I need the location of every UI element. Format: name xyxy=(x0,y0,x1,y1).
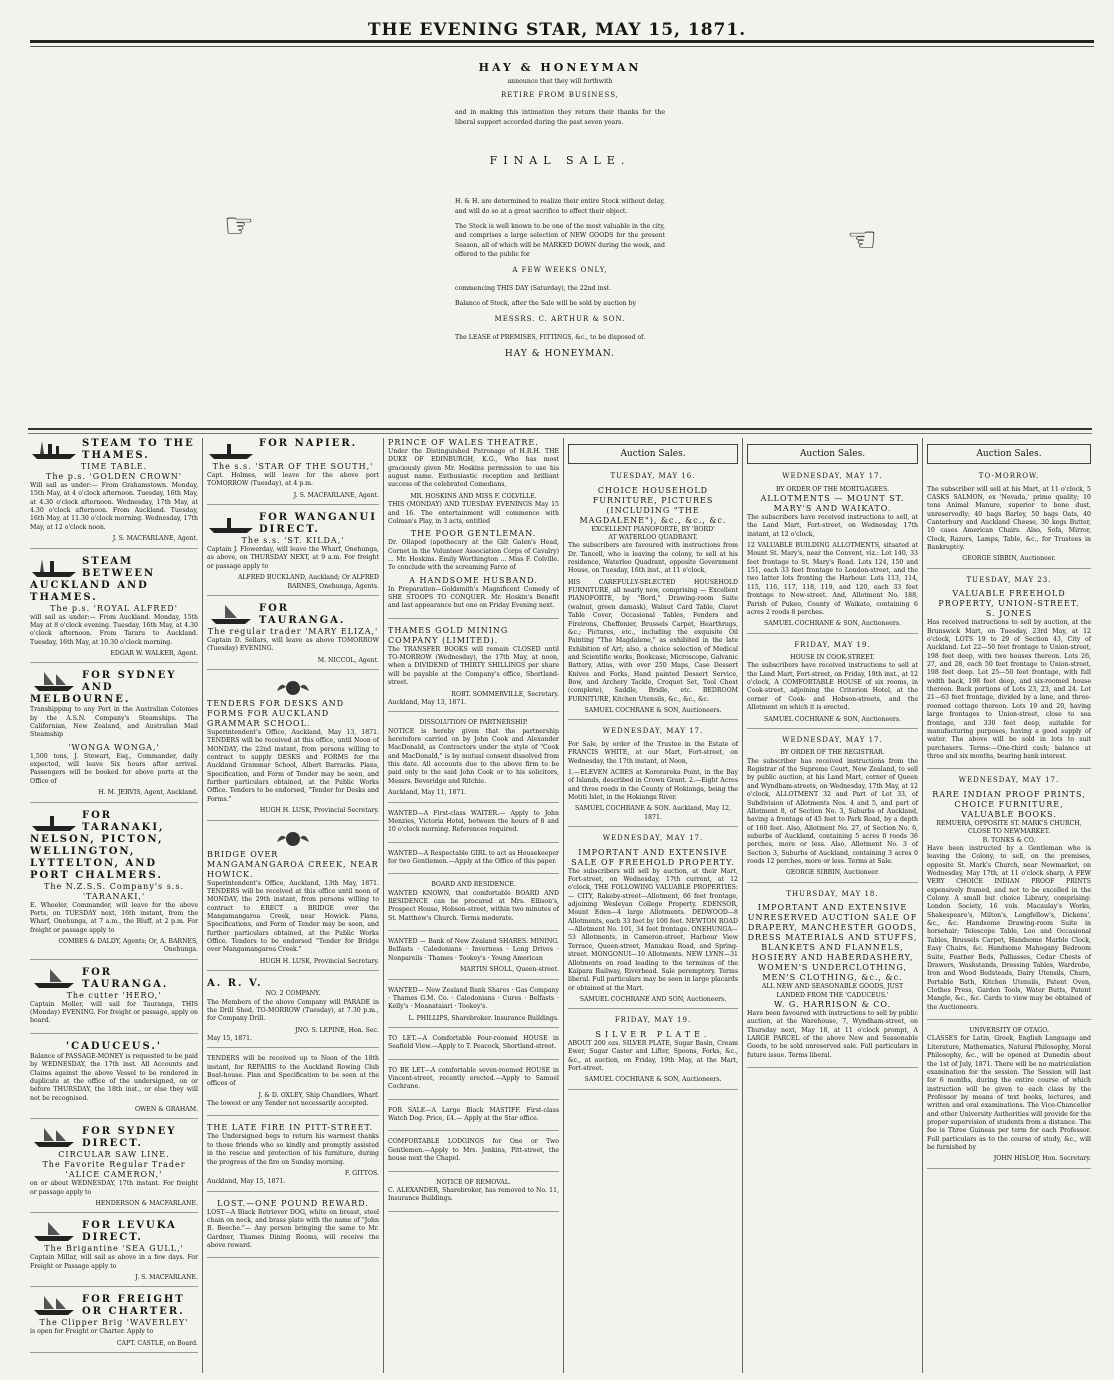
column-5 xyxy=(743,438,922,1373)
sailing-ship-icon xyxy=(30,1126,78,1148)
ad-arv: A. R. V. NO. 2 COMPANY. The Members of the above Company will PARADE in the Drill Shed, TO-MORROW (Tuesday), at 7.30 p.m., for Company Drill. JNO. S. LEPINE, Hon. Sec. May 15, 1871. xyxy=(207,978,379,1048)
hh-final-sale: FINAL SALE. xyxy=(489,153,631,167)
auction-union-street: TUESDAY, MAY 23. VALUABLE FREEHOLD PROPERTY, UNION-STREET. S. JONES Has received instructions to sell by auction, at the Brunswick Mart, on Tuesday, 23rd May, at 12 o'clock, LOTS 19 to 29 of Section 43, City of Auckland. Lot 22—50 feet frontage to Union-street, 198 feet deep, with two houses thereon. Lots 26, 27, and 28, each 50 feet frontage to Union-street, 198 feet deep. Lot 25—50 feet frontage, with full width back, 198 feet deep, and six-roomed house thereon. Back portions of Lots 23, 23, and 24. Lot 21—63 feet frontage, divided by a lane, and three-roomed cottage thereon. Lots 19 and 20, having large frontages to Union-street, close to sea frontage, and 330 feet deep, suitable for manufacturing purposes, having a good supply of water. The above will be sold in lots to suit purchasers. Terms:—One-third cash; balance at three and six months, bearing bank interest. xyxy=(927,576,1091,770)
ad-wanted-girl: WANTED—A Respectable GIRL to act as Housekeeper for two Gentlemen.—Apply at the Office of this paper. xyxy=(388,850,559,875)
auction-sales-header: Auction Sales. xyxy=(568,444,738,464)
ad-steam-between: STEAM BETWEEN AUCKLAND AND THAMES. The p.s. 'ROYAL ALFRED' will sail as under:— From Auckland. Monday, 15th May at 8 o'clock evening. Tuesday, 16th May, at 4.30 o'clock afternoon. From Tararu to Auckland. Tuesday, 16th May, at 10.30 o'clock morning. EDGAR W. WALKER, Agent. xyxy=(30,556,198,664)
column-6 xyxy=(923,438,1095,1373)
ad-freight-charter: FOR FREIGHT OR CHARTER. The Clipper Brig 'WAVERLEY' is open for Freight or Charter. Apply to CAPT. CASTLE, on Board. xyxy=(30,1294,198,1353)
ad-napier: FOR NAPIER. The s.s. 'STAR OF THE SOUTH,' Capt. Holmes, will leave for the above port TOMORROW (Tuesday), at 4 p.m. J. S. MACFARLANE, Agent. xyxy=(207,438,379,505)
section-divider-thin xyxy=(28,433,1092,434)
auction-indian-prints: WEDNESDAY, MAY 17. RARE INDIAN PROOF PRINTS, CHOICE FURNITURE, VALUABLE BOOKS. REMUERA, OPPOSITE ST. MARK'S CHURCH, CLOSE TO NEWMARKET. B. TONKS & CO. Have been instructed by a Gentleman who is leaving the Colony, to sell, on the premises, opposite St. Mark's Church, near Newmarket, on Wednesday, May 17th, at 11 o'clock sharp, A FEW VERY CHOICE INDIAN PROOF PRINTS expensively framed, and not to be excelled in the Colony. A small but choice Library, comprising: London Society, 16 vols. Macaulay's Works, Shakespeare's, Milton's, Longfellow's, Dickens', &c., &c. Handsome Drawing-room Suite in horsehair; Telescope Table, Loo and Occasional Tables, Brussels Carpet, Handsome Marble Clock, Easy Chairs, &c. Handsome Mahogany Bedroom Suite, Feather Beds, Palliasses, Cedar Chests of Drawers, Washstands, Dressing Tables, Wardrobe, Iron and Wood Bedsteads, Dairy Utensils, Churn, Portable Bath, Kitchen Utensils, Patent Oven, Clothes Press, Garden Tools, Water Butts, Patent Mangle, &c., &c. Cards to view may be obtained of the Auctioneers. xyxy=(927,776,1091,1020)
ad-wanganui: FOR WANGANUI DIRECT. The s.s. 'ST. KILDA,' Captain J. Flowerday, will leave the Wharf, Onehunga, as above, on THURSDAY NEXT, at 9 a.m. For freight or passage apply to ALFRED BUCKLAND, Auckland; Or ALFRED BARNES, Onehunga, Agents. xyxy=(207,512,379,596)
ad-wanted-bank-shares: WANTED— New Zealand Bank Shares · Gas Company · Thames G.M. Co. · Caledonians · Cures · Belfasts · Kelly's · Moanataiari · Tookey's. L. PHILLIPS, Sharebroker. Insurance Buildings. xyxy=(388,987,559,1028)
auction-drapery: THURSDAY, MAY 18. IMPORTANT AND EXTENSIVE UNRESERVED AUCTION SALE OF DRAPERY, MANCHESTER GOODS, DRESS MATERIALS AND STUFFS, BLANKETS AND FLANNELS, HOSIERY AND HABERDASHERY, WOMEN'S UNDERCLOTHING, MEN'S CLOTHING, &c., &c. ALL NEW AND SEASONABLE GOODS, JUST LANDED FROM THE 'CADUCEUS.' W. G. HARRISON & CO. Have been favoured with instructions to sell by public auction, at the Warehouse, 7, Wyndham-street, on Thursday next, May 18, at 11 o'clock prompt, A LARGE PARCEL of the above New and Seasonable Goods, to be sold unreserved sale. Full particulars in future issue. Terms liberal. xyxy=(747,890,918,1068)
hh-para4: Balance of Stock, after the Sale will be sold by auction by xyxy=(455,299,637,307)
ad-caduceus: 'CADUCEUS.' Balance of PASSAGE-MONEY is requested to be paid by WEDNESDAY, the 17th inst. All Accounts and Claims against the above Vessel to be rendered in duplicate at the office of the undersigned, on or before THURSDAY, the 18th inst., or else they will not be recognised. OWEN & GRAHAM. xyxy=(30,1041,198,1120)
steamship-icon xyxy=(207,512,255,534)
steamship-icon xyxy=(30,438,78,460)
column-3 xyxy=(384,438,563,1373)
ad-notice-removal: NOTICE OF REMOVAL. C. ALEXANDER, Sharebroker, has removed to No. 11, Insurance Buildings. xyxy=(388,1179,559,1212)
hh-signature: HAY & HONEYMAN. xyxy=(504,349,616,360)
hh-para3: commencing THIS DAY (Saturday), the 22nd inst. xyxy=(455,284,612,292)
ad-board-residence: BOARD AND RESIDENCE. WANTED KNOWN, that comfortable BOARD AND RESIDENCE can be procured at Mrs. Ellison's, Prospect House, Hobson-street, within two minutes of St. Matthew's Church. Terms moderate. xyxy=(388,881,559,931)
hh-line1: announce that they will forthwith xyxy=(507,77,613,85)
ad-lost-reward: LOST.—ONE POUND REWARD. LOST—A Black Retriever DOG, white on breast, steel chain on neck, and brass plate with the name of "John B. Beeche."— Any person bringing the same to Mr. Gardner, Thames Dining Rooms, will receive the above reward. xyxy=(207,1199,379,1259)
ad-tauranga-hero: FOR TAURANGA. The cutter 'HERO,' Captain Moller, will sail for Tauranga, THIS (Monday) EVENING. For freight or passage, apply on board. xyxy=(30,967,198,1034)
pointing-hand-right-icon: ☞ xyxy=(223,206,255,246)
sailing-ship-icon xyxy=(30,967,78,989)
hh-arthur: MESSRS. C. ARTHUR & SON. xyxy=(494,315,626,324)
column-4 xyxy=(564,438,742,1373)
masthead-rule-thin xyxy=(30,46,1094,47)
pointing-hand-left-icon: ☜ xyxy=(846,220,878,260)
auction-cook-street: FRIDAY, MAY 19. HOUSE IN COOK-STREET. The subscribers have received instructions to sell at the Land Mart, Fort-street, on Friday, 19th inst., at 12 o'clock, A COMFORTABLE HOUSE of six rooms, in Cook-street, adjoining the Criterion Hotel, at the corner of Cook- and Hobson-streets, and the Allotment on which it is erected. SAMUEL COCHRANE & SON, Auctioneers. xyxy=(747,641,918,729)
sailing-ship-icon xyxy=(207,603,255,625)
steamship-icon xyxy=(30,810,78,832)
hh-few-weeks: A FEW WEEKS ONLY, xyxy=(512,266,608,275)
ad-dissolution: DISSOLUTION OF PARTNERSHIP. NOTICE is hereby given that the partnership heretofore carried on by John Cook and Alexander MacDonald, as Contractors under the style of "Cook and MacDonald," is by mutual consent dissolved from this date. All accounts due to the above firm to be paid only to the said John Cook or to his solicitors, Messrs. Beveridge and Ritchie. Auckland, May 11, 1871. xyxy=(388,719,559,802)
masthead xyxy=(0,0,1114,56)
column-1 xyxy=(26,438,202,1373)
auction-friday-silver: FRIDAY, MAY 19. SILVER PLATE. ABOUT 200 ozs. SILVER PLATE, Sugar Basin, Cream Ewer, Sugar Caster and Lifter, Spoons, Forks, &c., &c., at auction, on Friday, 19th May, at the Mart, Fort-street. SAMUEL COCHRANE & SON, Auctioneers. xyxy=(568,1016,738,1089)
ad-sydney-direct: FOR SYDNEY DIRECT. CIRCULAR SAW LINE. The Favorite Regular Trader 'ALICE CAMERON,' on or about WEDNESDAY, 17th instant. For freight or passage apply to HENDERSON & MACFARLANE. xyxy=(30,1126,198,1213)
sailing-ship-icon xyxy=(30,670,78,692)
auction-tuesday-furniture: TUESDAY, MAY 16. CHOICE HOUSEHOLD FURNITURE, PICTURES (INCLUDING "THE MAGDALENE"), &c., &c., &c. EXCELLENT PIANOFORTE, BY 'BORD' AT WATERLOO QUADRANT. The subscribers are favoured with instructions from Dr. Tancell, who is leaving the colony, to sell at his residence, Waterloo Quadrant, opposite Government House, on Tuesday, 16th inst., at 11 o'clock, HIS CAREFULLY-SELECTED HOUSEHOLD FURNITURE, all nearly new, comprising — Excellent PIANOFORTE, by "Bord," Drawing-room Suite (walnut, green damask), Walnut Card Table, Claret Table Cover, Occasional Tables, Fenders and Fireirons, Cheffonier, Brussels Carpet, Hearthrugs, &c.; Pictures, etc., including the exquisite Oil Painting "The Magdalene," as exhibited in the late Exhibition of Art; also, a choice selection of Medical and Scientific works, Bookcase, Microscope, Galvanic Battery, Atlas, with over 250 Maps, Case Dessert Knives and Forks, Hand painted Dessert Service, Bow, and Archery Tackle, Croquet Set, Tool Chest (complete), Saddle, Bridle, etc. BEDROOM FURNITURE, Kitchen Utensils, &c., &c., &c. SAMUEL COCHRANE & SON, Auctioneers. xyxy=(568,472,738,720)
sailing-ship-icon xyxy=(30,1294,78,1316)
ad-tenders-boathouse: TENDERS will be received up to Noon of the 18th instant, for REPAIRS to the Auckland Rowing Club Boat-house. Plan and Specification to be seen at the offices of J. & D. OXLEY, Ship Chandlers, Wharf. The lowest or any Tender not necessarily accepted. xyxy=(207,1055,379,1116)
royal-crest-icon xyxy=(273,677,313,697)
column-2 xyxy=(203,438,383,1373)
hh-para2: The Stock is well known to be one of the most valuable in the city, and comprises a large selection of NEW GOODS for the present Season, all of which will be MARKED DOWN during the week, and offered to the public for xyxy=(455,222,665,258)
ad-tenders-desks: TENDERS FOR DESKS AND FORMS FOR AUCKLAND GRAMMAR SCHOOL. Superintendent's Office, Auckland, May 13, 1871. TENDERS will be received at this office, until Noon of MONDAY, the 22nd instant, from persons willing to contract to supply DESKS and FORMS for the Auckland Grammar School, Albert Barracks. Plans, Specification, and Form of Tender may be seen, and further particulars obtained, at the Public Works Office. Tenders to be endorsed, "Tender for Desks and Forms." HUGH H. LUSK, Provincial Secretary. xyxy=(207,677,379,821)
ad-levuka: FOR LEVUKA DIRECT. The Brigantine 'SEA GULL,' Captain Millar, will sail as above in a few days. For Freight or Passage apply to J. S. MACFARLANE. xyxy=(30,1220,198,1287)
ad-wanted-shares: WANTED — Bank of New Zealand SHARES. MINING. Belfasts · Caledonians · Inverness · Long Drives · Nonpareils · Thames · Tookey's · Young American MARTIN SHOLL, Queen-street. xyxy=(388,938,559,979)
ad-steam-thames: STEAM TO THE THAMES. TIME TABLE. The p.s. 'GOLDEN CROWN' Will sail as under:— From Grahamstown. Monday, 15th May, at 4 o'clock afternoon. Tuesday, 16th May, at 4.30 o'clock afternoon. Wednesday, 17th May, at 4.30 o'clock afternoon. From Auckland. Tuesday, 16th May, at 11.30 o'clock morning. Wednesday, 17th May, at 12 o'clock noon. J. S. MACFARLANE, Agent. xyxy=(30,438,198,549)
auction-registrar: WEDNESDAY, MAY 17. BY ORDER OF THE REGISTRAR. The subscriber has received instructions from the Registrar of the Supreme Court, New Zealand, to sell by public auction, at his Land Mart, corner of Queen and Wyndham-streets, on Wednesday, 17th May, at 12 o'clock, ALLOTMENT 32 and Part of Lot 33, of Subdivision of Allotments Nos. 4 and 5, and part of Allotment 8, of Section No. 3, Suburbs of Auckland, having a frontage of 45 feet to Park Road, by a depth of 160 feet. Also, Allotment No. 27, of Section No. 6, suburbs of Auckland, containing 5 acres 0 roods 36 perches, more or less. Also, Allotment No. 3 of Section 3, Suburbs of Auckland, containing 3 acres 0 roods 12 perches, more or less. Terms at Sale. GEORGE SIBBIN, Auctioneer. xyxy=(747,736,918,883)
ad-bridge-mangamangaroa: BRIDGE OVER MANGAMANGAROA CREEK, NEAR HOWICK. Superintendent's Office, Auckland, 13th May, 1871. TENDERS will be received at this office until noon of MONDAY, the 29th instant, from persons willing to contract to ERECT a BRIDGE over the Mangamangaroa Creek, near Howick. Plans, Specifications, and Form of Tender may be seen, and further particulars obtained, at the Public Works Office. Tenders to be endorsed "Tender for Bridge over Mangamangaroa Creek." HUGH H. LUSK, Provincial Secretary. xyxy=(207,828,379,972)
ad-tauranga-mary-eliza: FOR TAURANGA. The regular trader 'MARY ELIZA,' Captain D. Sellars, will leave as above TOMORROW (Tuesday) EVENING. M. NICCOL, Agent. xyxy=(207,603,379,670)
hh-para1: H. & H. are determined to realize their entire Stock without delay, and will do so at a great sacrifice to effect their object. xyxy=(455,198,665,215)
hh-para5: The LEASE of PREMISES, FITTINGS, &c., to be disposed of. xyxy=(455,333,646,341)
ad-late-fire: THE LATE FIRE IN PITT-STREET. The Undersigned begs to return his warmest thanks to those friends who so kindly and promptly assisted in the rescue and protection of his furniture, during the progress of the fire on Sunday morning. F. GITTOS. Auckland, May 15, 1871. xyxy=(207,1123,379,1191)
page-title: THE EVENING STAR, MAY 15, 1871. xyxy=(367,20,747,40)
steamship-icon xyxy=(30,556,78,578)
ad-sydney-melbourne: FOR SYDNEY AND MELBOURNE. Transhipping to any Port in the Australian Colonies by the A.S.N. Company's Steamships. The Californian, New Zealand, and Australian Mail Steamship 'WONGA WONGA,' 1,500 tons, J. Stewart, Esq., Commander, daily expected, will leave Six hours after arrival. Passengers will be booked for above ports at the Office of H. M. JERVIS, Agent, Auckland. xyxy=(30,670,198,802)
hay-honeyman-ad xyxy=(455,60,665,370)
auction-sales-header: Auction Sales. xyxy=(927,444,1091,464)
hh-intro: and in making this intimation they return their thanks for the liberal support accorded during the past seven years. xyxy=(455,109,665,126)
ad-to-be-let: TO BE LET—A comfortable seven-roomed HOUSE in Vincent-street, recently erected.—Apply to Samuel Cochrane. xyxy=(388,1067,559,1100)
ad-thames-gold-mining: THAMES GOLD MINING COMPANY (LIMITED). The TRANSFER BOOKS will remain CLOSED until TO-MORROW (Wednesday), the 17th May, at noon, when a DIVIDEND of THIRTY SHILLINGS per share will be payable at the Company's office, Shortland-street. ROBT. SOMMERVILLE, Secretary. Auckland, May 13, 1871. xyxy=(388,626,559,713)
auction-wednesday-white-estate: WEDNESDAY, MAY 17. For Sale, by order of the Trustee in the Estate of FRANCIS WHITE, at our Mart, Fort-street, on Wednesday, the 17th instant, at Noon, 1.—ELEVEN ACRES at Kororareka Point, in the Bay of Islands, described in Crown Grant. 2.—Eight Acres and three roods in the County of Hokianga, being the Motiti Islet, in the Hokianga River. SAMUEL COCHRANE & SON. Auckland, May 12, 1871. xyxy=(568,727,738,827)
ad-wanted-waiter: WANTED—A First-class WAITER.— Apply to John Menzies, Victoria Hotel, between the hours of 8 and 10 o'clock morning. References required. xyxy=(388,810,559,843)
ad-for-sale-mastiff: FOR SALE—A Large Black MASTIFF. First-class Watch Dog. Price, £4.— Apply at the Star office. xyxy=(388,1107,559,1132)
ad-university-otago: UNIVERSITY OF OTAGO. CLASSES for Latin, Greek, English Language and Literature, Mathematics, Natural Philosophy, Moral Philosophy, &c., will be opened at Dunedin about the 1st of July, 1871. There will be no matriculation examination for the session. The Session will last for 6 months, during the entire course of which instruction will be given to each class by the Professor by means of text books, lectures, and written and oral examinations. The Vice-Chancellor and other University Authorities will provide for the proper supervision of students from a distance. The fee is Three Guineas per term for each Professor. Full particulars as to the course of study, &c., will be furnished by JOHN HISLOP, Hon. Secretary. xyxy=(927,1027,1091,1169)
sailing-ship-icon xyxy=(30,1220,78,1242)
section-divider xyxy=(28,428,1092,430)
ad-lodgings: COMFORTABLE LODGINGS for One or Two Gentlemen.—Apply to Mrs. Jenkins, Pitt-street, the house next the Chapel. xyxy=(388,1138,559,1171)
hh-retire: RETIRE FROM BUSINESS, xyxy=(501,90,619,99)
steamship-icon xyxy=(207,438,255,460)
auction-mortgagees: WEDNESDAY, MAY 17. BY ORDER OF THE MORTGAGEES. ALLOTMENTS — MOUNT ST. MARY'S AND WAIKATO. The subscribers have received instructions to sell, at the Land Mart, Fort-street, on Wednesday, 17th instant, at 12 o'clock, 12 VALUABLE BUILDING ALLOTMENTS, situated at Mount St. Mary's, near the Convent, viz.: Lot 140, 33 feet frontage to St. Mary's Road. Lots 124, 150 and 151, each 33 feet frontage to London-street, and the two latter lots fronting the Harbour. Lots 113, 114, 115, 116, 117, 118, 119, and 120, each 33 feet frontage to New-street. And, Allotment No. 188, Parish of Pukeo, County of Waikato, containing 6 acres 2 roods 8 perches. SAMUEL COCHRANE & SON, Auctioneers. xyxy=(747,472,918,633)
auction-wednesday-freehold: WEDNESDAY, MAY 17. IMPORTANT AND EXTENSIVE SALE OF FREEHOLD PROPERTY. The subscribers will sell by auction, at their Mart, Fort-street, on Wednesday, 17th current, at 12 o'clock, THE FOLLOWING VALUABLE PROPERTIES:— CITY, Rakeby-street—Allotment, 66 feet frontage, adjoining Wesleyan College Property. EDENSOR, Mount Eden—4 large Allotments. DEDWOOD—8 Allotments, each 33 feet by 100 feet. NEWTON ROAD—Allotment No. 101, 34 feet frontage. ONEHUNGA—53 Allotments, in Cameron-street, Harbour View Terrace, Queen-street, Manukau Road, and Spring-street. MONGONUI—10 Allotments. NEW LYNN—31 Allotments on road leading to the terminus of the Kaipara Railway, Riverhead. Sale peremptory. Terms liberal. Full particulars may be seen in large placards or obtained at the Mart. SAMUEL COCHRANE AND SON, Auctioneers. xyxy=(568,834,738,1009)
auction-tomorrow-salmon: TO-MORROW. The subscriber will sell at his Mart, at 11 o'clock, 5 CASKS SALMON, ex 'Nevada,' prime quality; 10 tons Animal Manure, superior to bone dust, unreservedly; 40 bags Barley, 50 bags Oats, 40 Canterbury and Auckland Cheese, 30 kegs Butter, 10 cases American Chairs. Also, Sofa, Mirror, Clock, Razors, Lamps, Table, &c., for Trustees in Bankruptcy. GEORGE SIBBIN, Auctioneer. xyxy=(927,472,1091,569)
ad-prince-of-wales-theatre: PRINCE OF WALES THEATRE. Under the Distinguished Patronage of H.R.H. THE DUKE OF EDINBURGH, K.G., Who has most graciously given Mr. Hoskins permission to use his august name. Enthusiastic reception and brilliant success of the celebrated Comedians, MR. HOSKINS AND MISS F. COLVILLE. THIS (MONDAY) AND TUESDAY EVENINGS May 15 and 16. The entertainment will commence with Colman's Play, in 3 acts, entitled THE POOR GENTLEMAN. Dr. Ollapod (apothecary at the Gilt Galen's Head, Cornet in the Volunteer Association Corps of Cavalry) ... Mr. Hoskins. Emily Worthington ... Miss F. Colville. To conclude with the screaming Farce of A HANDSOME HUSBAND. In Preparation—Goldsmith's Magnificent Comedy of SHE STOOPS TO CONQUER. Mr. Hoskin's Benefit and last appearance but one on Friday Evening next. xyxy=(388,438,559,619)
hh-title: HAY & HONEYMAN xyxy=(478,61,642,74)
masthead-rule xyxy=(30,40,1094,43)
royal-crest-icon xyxy=(273,828,313,848)
ad-to-let: TO LET.—A Comfortable Four-roomed HOUSE in Seafield View.—Apply to T. Peacock, Shortland-street. xyxy=(388,1035,559,1060)
ad-taranaki: FOR TARANAKI, NELSON, PICTON, WELLINGTON, LYTTELTON, AND PORT CHALMERS. The N.Z.S.S. Company's s.s. 'TARANAKI,' E. Wheeler, Commander, will leave for the above Ports, on TUESDAY next, 16th instant, from the Wharf, Onehunga, at 7 a.m., the Bluff, at 2 p.m. For freight or passage apply to COMBES & DALDY, Agents; Or, A. BARNES, Onehunga. xyxy=(30,810,198,960)
auction-sales-header: Auction Sales. xyxy=(747,444,918,464)
